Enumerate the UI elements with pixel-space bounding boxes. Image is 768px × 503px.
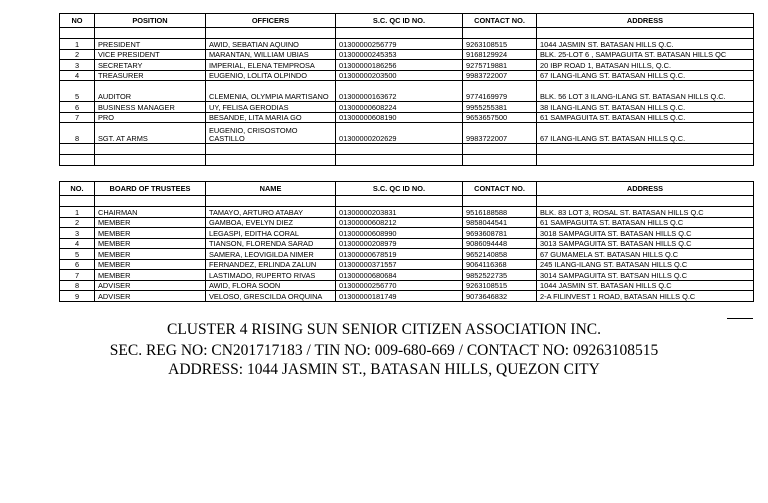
table-end-rule xyxy=(727,318,753,319)
row-number: 9 xyxy=(60,291,95,302)
row-number: 2 xyxy=(60,49,95,60)
officers-header-row xyxy=(60,14,754,28)
empty-cell xyxy=(537,155,754,166)
association-name: CLUSTER 4 RISING SUN SENIOR CITIZEN ASSOCIATION INC. xyxy=(166,321,601,338)
contact-cell: 9983722007 xyxy=(463,123,537,144)
contact-cell: 9064116368 xyxy=(463,259,537,270)
position-cell: MEMBER xyxy=(95,217,206,228)
name-cell: EUGENIO, CRISOSTOMO CASTILLO xyxy=(206,123,336,144)
id-cell: 01300000256770 xyxy=(336,280,463,291)
col-header-position: POSITION xyxy=(95,14,206,28)
name-cell: MARANTAN, WILLIAM UBIAS xyxy=(206,49,336,60)
name-cell: UY, FELISA GERODIAS xyxy=(206,102,336,113)
empty-cell xyxy=(60,28,95,39)
id-cell: 01300000608190 xyxy=(336,112,463,123)
col-header-contact: CONTACT NO. xyxy=(463,182,537,196)
id-cell: 01300000608990 xyxy=(336,228,463,239)
table-row xyxy=(60,102,754,113)
empty-cell xyxy=(206,28,336,39)
empty-cell xyxy=(206,196,336,207)
id-cell: 01300000208979 xyxy=(336,238,463,249)
id-cell: 01300000608224 xyxy=(336,102,463,113)
address-cell: 3018 SAMPAGUITA ST. BATASAN HILLS Q.C xyxy=(537,228,754,239)
position-cell: AUDITOR xyxy=(95,81,206,102)
position-cell: PRO xyxy=(95,112,206,123)
id-cell: 01300000202629 xyxy=(336,123,463,144)
name-cell: AWID, SEBATIAN AQUINO xyxy=(206,39,336,50)
id-cell: 01300000181749 xyxy=(336,291,463,302)
address-cell: BLK. 25-LOT 6 , SAMPAGUITA ST. BATASAN HILLS QC xyxy=(537,49,754,60)
table-row xyxy=(60,112,754,123)
id-cell: 01300000163672 xyxy=(336,81,463,102)
position-cell: MEMBER xyxy=(95,249,206,260)
contact-cell: 9263108515 xyxy=(463,280,537,291)
empty-cell xyxy=(60,155,95,166)
id-cell: 01300000680684 xyxy=(336,270,463,281)
table-row xyxy=(60,60,754,71)
name-cell: AWID, FLORA SOON xyxy=(206,280,336,291)
trustees-table xyxy=(59,181,754,302)
position-cell: SECRETARY xyxy=(95,60,206,71)
address-cell: 38 ILANG-ILANG ST. BATASAN HILLS Q.C. xyxy=(537,102,754,113)
position-cell: CHAIRMAN xyxy=(95,207,206,218)
contact-cell: 9653657500 xyxy=(463,112,537,123)
name-cell: VELOSO, GRESCILDA ORQUINA xyxy=(206,291,336,302)
contact-cell: 9693608781 xyxy=(463,228,537,239)
empty-cell xyxy=(537,144,754,155)
address-cell: 20 IBP ROAD 1, BATASAN HILLS, Q.C. xyxy=(537,60,754,71)
name-cell: LASTIMADO, RUPERTO RIVAS xyxy=(206,270,336,281)
position-cell: ADVISER xyxy=(95,280,206,291)
table-row xyxy=(60,291,754,302)
table-row xyxy=(60,81,754,102)
trustees-body xyxy=(60,196,754,302)
name-cell: BESANDE, LITA MARIA GO xyxy=(206,112,336,123)
name-cell: CLEMENIA, OLYMPIA MARTISANO xyxy=(206,81,336,102)
col-header-name: NAME xyxy=(206,182,336,196)
contact-cell: 9983722007 xyxy=(463,70,537,81)
col-header-board: BOARD OF TRUSTEES xyxy=(95,182,206,196)
name-cell: TIANSON, FLORENDA SARAD xyxy=(206,238,336,249)
row-number: 1 xyxy=(60,207,95,218)
row-number: 8 xyxy=(60,280,95,291)
row-number: 8 xyxy=(60,123,95,144)
table-row xyxy=(60,70,754,81)
row-number: 4 xyxy=(60,238,95,249)
empty-cell xyxy=(60,144,95,155)
contact-cell: 9955255381 xyxy=(463,102,537,113)
position-cell: BUSINESS MANAGER xyxy=(95,102,206,113)
contact-cell: 9086094448 xyxy=(463,238,537,249)
col-header-no: NO. xyxy=(60,182,95,196)
address-cell: 1044 JASMIN ST. BATASAN HILLS Q.C xyxy=(537,280,754,291)
address-cell: 67 GUMAMELA ST. BATASAN HILLS Q.C xyxy=(537,249,754,260)
address-cell: 67 ILANG-ILANG ST. BATASAN HILLS Q.C. xyxy=(537,123,754,144)
empty-cell xyxy=(336,155,463,166)
row-number: 3 xyxy=(60,228,95,239)
table-row xyxy=(60,217,754,228)
blank-row xyxy=(60,155,754,166)
table-row xyxy=(60,238,754,249)
address-cell: 61 SAMPAGUITA ST. BATASAN HILLS Q.C xyxy=(537,217,754,228)
contact-cell: 9263108515 xyxy=(463,39,537,50)
table-row xyxy=(60,228,754,239)
id-cell: 01300000203500 xyxy=(336,70,463,81)
position-cell: TREASURER xyxy=(95,70,206,81)
address-cell: 3014 SAMPAGUITA ST. BATSAN HILLS Q.C xyxy=(537,270,754,281)
row-number: 6 xyxy=(60,102,95,113)
empty-cell xyxy=(95,28,206,39)
contact-cell: 9516188588 xyxy=(463,207,537,218)
row-number: 6 xyxy=(60,259,95,270)
address-cell: 1044 JASMIN ST. BATASAN HILLS Q.C. xyxy=(537,39,754,50)
table-row xyxy=(60,249,754,260)
empty-cell xyxy=(463,144,537,155)
address-cell: 2-A FILINVEST 1 ROAD, BATASAN HILLS Q.C xyxy=(537,291,754,302)
name-cell: LEGASPI, EDITHA CORAL xyxy=(206,228,336,239)
table-row xyxy=(60,39,754,50)
row-number: 3 xyxy=(60,60,95,71)
id-cell: 01300000608212 xyxy=(336,217,463,228)
position-cell: VICE PRESIDENT xyxy=(95,49,206,60)
empty-cell xyxy=(60,196,95,207)
empty-cell xyxy=(336,28,463,39)
blank-row xyxy=(60,144,754,155)
col-header-contact: CONTACT NO. xyxy=(463,14,537,28)
position-cell: ADVISER xyxy=(95,291,206,302)
contact-cell: 9858044541 xyxy=(463,217,537,228)
id-cell: 01300000186256 xyxy=(336,60,463,71)
empty-cell xyxy=(463,155,537,166)
row-number: 2 xyxy=(60,217,95,228)
position-cell: MEMBER xyxy=(95,238,206,249)
empty-cell xyxy=(95,196,206,207)
col-header-id: S.C. QC ID NO. xyxy=(336,182,463,196)
id-cell: 01300000245353 xyxy=(336,49,463,60)
contact-cell: 9774169979 xyxy=(463,81,537,102)
id-cell: 01300000256779 xyxy=(336,39,463,50)
contact-cell: 9652140858 xyxy=(463,249,537,260)
row-number: 5 xyxy=(60,81,95,102)
address-cell: BLK. 56 LOT 3 ILANG-ILANG ST. BATASAN HILLS Q.C. xyxy=(537,81,754,102)
address-cell: BLK. 83 LOT 3, ROSAL ST. BATASAN HILLS Q.C xyxy=(537,207,754,218)
empty-cell xyxy=(463,28,537,39)
contact-cell: 9168129924 xyxy=(463,49,537,60)
col-header-address: ADDRESS xyxy=(537,14,754,28)
col-header-address: ADDRESS xyxy=(537,182,754,196)
name-cell: EUGENIO, LOLITA OLPINDO xyxy=(206,70,336,81)
name-cell: SAMERA, LEOVIGILDA NIMER xyxy=(206,249,336,260)
officers-table xyxy=(59,13,754,166)
empty-cell xyxy=(336,144,463,155)
address-cell: 245 ILANG-ILANG ST. BATASAN HILLS Q.C xyxy=(537,259,754,270)
blank-row xyxy=(60,28,754,39)
position-cell: MEMBER xyxy=(95,270,206,281)
table-row xyxy=(60,123,754,144)
col-header-id: S.C. QC ID NO. xyxy=(336,14,463,28)
table-row xyxy=(60,270,754,281)
address-cell: 61 SAMPAGUITA ST. BATASAN HILLS Q.C. xyxy=(537,112,754,123)
table-row xyxy=(60,207,754,218)
row-number: 7 xyxy=(60,112,95,123)
registration-info: SEC. REG NO: CN201717183 / TIN NO: 009-680-669 / CONTACT NO: 09263108515 xyxy=(109,342,659,359)
empty-cell xyxy=(206,144,336,155)
empty-cell xyxy=(206,155,336,166)
blank-row xyxy=(60,196,754,207)
position-cell: PRESIDENT xyxy=(95,39,206,50)
row-number: 1 xyxy=(60,39,95,50)
association-address: ADDRESS: 1044 JASMIN ST., BATASAN HILLS, QUEZON CITY xyxy=(168,361,600,378)
name-cell: FERNANDEZ, ERLINDA ZALUN xyxy=(206,259,336,270)
contact-cell: 9852522735 xyxy=(463,270,537,281)
row-number: 5 xyxy=(60,249,95,260)
contact-cell: 9073646832 xyxy=(463,291,537,302)
empty-cell xyxy=(336,196,463,207)
col-header-no: NO xyxy=(60,14,95,28)
trustees-header-row xyxy=(60,182,754,196)
table-row xyxy=(60,280,754,291)
name-cell: GAMBOA, EVELYN DIEZ xyxy=(206,217,336,228)
address-cell: 3013 SAMPAGUITA ST. BATASAN HILLS Q.C xyxy=(537,238,754,249)
name-cell: IMPERIAL, ELENA TEMPROSA xyxy=(206,60,336,71)
id-cell: 01300000371557 xyxy=(336,259,463,270)
id-cell: 01300000678519 xyxy=(336,249,463,260)
position-cell: SGT. AT ARMS xyxy=(95,123,206,144)
empty-cell xyxy=(463,196,537,207)
id-cell: 01300000203831 xyxy=(336,207,463,218)
contact-cell: 9275719881 xyxy=(463,60,537,71)
position-cell: MEMBER xyxy=(95,228,206,239)
officers-body xyxy=(60,28,754,166)
table-row xyxy=(60,259,754,270)
empty-cell xyxy=(537,28,754,39)
col-header-officers: OFFICERS xyxy=(206,14,336,28)
table-row xyxy=(60,49,754,60)
name-cell: TAMAYO, ARTURO ATABAY xyxy=(206,207,336,218)
position-cell: MEMBER xyxy=(95,259,206,270)
empty-cell xyxy=(537,196,754,207)
row-number: 7 xyxy=(60,270,95,281)
address-cell: 67 ILANG-ILANG ST. BATASAN HILLS Q.C. xyxy=(537,70,754,81)
row-number: 4 xyxy=(60,70,95,81)
empty-cell xyxy=(95,144,206,155)
empty-cell xyxy=(95,155,206,166)
